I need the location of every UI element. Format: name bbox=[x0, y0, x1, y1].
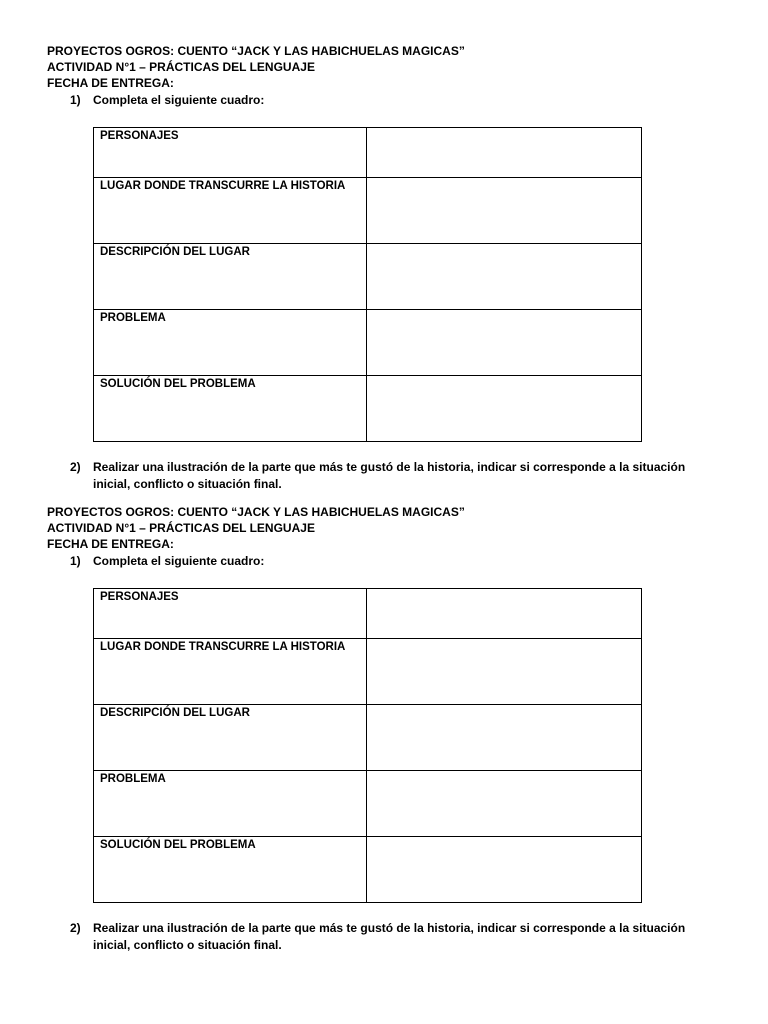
item-text: Realizar una ilustración de la parte que más te gustó de la historia, indicar si corresponde a la situación inicial, conflicto o situación final. bbox=[93, 921, 686, 952]
row-label-descripcion: DESCRIPCIÓN DEL LUGAR bbox=[94, 244, 367, 310]
item-number: 2) bbox=[70, 921, 81, 935]
table-row bbox=[94, 178, 642, 244]
item-text: Realizar una ilustración de la parte que más te gustó de la historia, indicar si corresponde a la situación inicial, conflicto o situación final. bbox=[93, 460, 686, 491]
table-row bbox=[94, 705, 642, 771]
answer-cell-personajes[interactable] bbox=[367, 128, 642, 178]
answer-cell-problema[interactable] bbox=[367, 771, 642, 837]
answer-cell-personajes[interactable] bbox=[367, 589, 642, 639]
activity-subtitle: ACTIVIDAD N°1 – PRÁCTICAS DEL LENGUAJE bbox=[47, 60, 315, 74]
answer-cell-descripcion[interactable] bbox=[367, 705, 642, 771]
table-row bbox=[94, 771, 642, 837]
item-number: 1) bbox=[70, 93, 81, 107]
row-label-personajes: PERSONAJES bbox=[94, 128, 367, 178]
table-row bbox=[94, 837, 642, 903]
answer-cell-solucion[interactable] bbox=[367, 837, 642, 903]
due-date-label: FECHA DE ENTREGA: bbox=[47, 76, 174, 90]
answer-cell-solucion[interactable] bbox=[367, 376, 642, 442]
answer-cell-problema[interactable] bbox=[367, 310, 642, 376]
answer-cell-descripcion[interactable] bbox=[367, 244, 642, 310]
item-text: Completa el siguiente cuadro: bbox=[93, 93, 265, 107]
row-label-solucion: SOLUCIÓN DEL PROBLEMA bbox=[94, 837, 367, 903]
story-elements-table bbox=[93, 127, 642, 442]
table-row bbox=[94, 128, 642, 178]
row-label-lugar: LUGAR DONDE TRANSCURRE LA HISTORIA bbox=[94, 178, 367, 244]
row-label-solucion: SOLUCIÓN DEL PROBLEMA bbox=[94, 376, 367, 442]
table-row bbox=[94, 639, 642, 705]
row-label-problema: PROBLEMA bbox=[94, 771, 367, 837]
item-number: 2) bbox=[70, 460, 81, 474]
item-text: Completa el siguiente cuadro: bbox=[93, 554, 265, 568]
row-label-personajes: PERSONAJES bbox=[94, 589, 367, 639]
row-label-lugar: LUGAR DONDE TRANSCURRE LA HISTORIA bbox=[94, 639, 367, 705]
table-row bbox=[94, 310, 642, 376]
table-row bbox=[94, 589, 642, 639]
worksheet-title: PROYECTOS OGROS: CUENTO “JACK Y LAS HABICHUELAS MAGICAS” bbox=[47, 505, 465, 519]
answer-cell-lugar[interactable] bbox=[367, 178, 642, 244]
activity-subtitle: ACTIVIDAD N°1 – PRÁCTICAS DEL LENGUAJE bbox=[47, 521, 315, 535]
item-number: 1) bbox=[70, 554, 81, 568]
worksheet-title: PROYECTOS OGROS: CUENTO “JACK Y LAS HABICHUELAS MAGICAS” bbox=[47, 44, 465, 58]
table-row bbox=[94, 244, 642, 310]
row-label-descripcion: DESCRIPCIÓN DEL LUGAR bbox=[94, 705, 367, 771]
table-row bbox=[94, 376, 642, 442]
row-label-problema: PROBLEMA bbox=[94, 310, 367, 376]
due-date-label: FECHA DE ENTREGA: bbox=[47, 537, 174, 551]
answer-cell-lugar[interactable] bbox=[367, 639, 642, 705]
story-elements-table bbox=[93, 588, 642, 903]
